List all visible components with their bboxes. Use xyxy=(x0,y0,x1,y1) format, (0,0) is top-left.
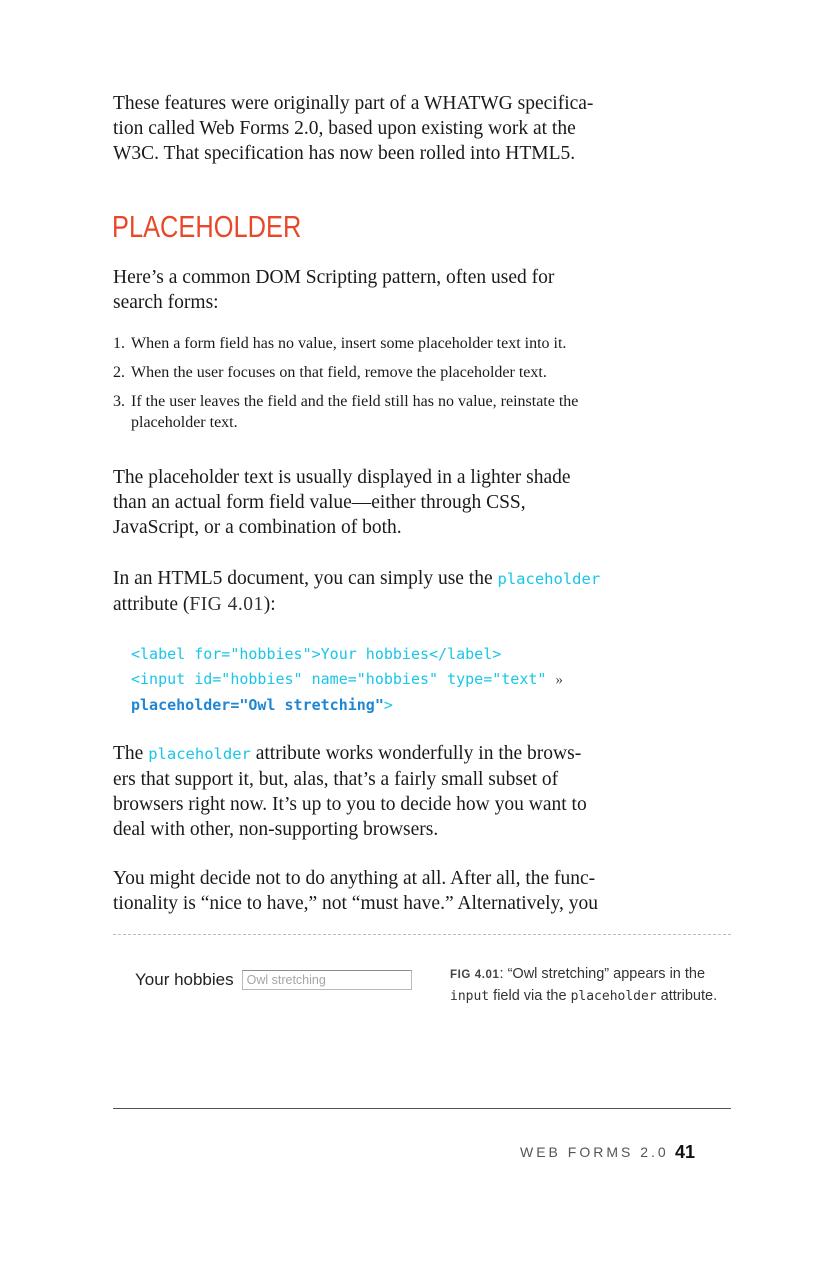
page-number: 41 xyxy=(675,1142,696,1162)
code-line xyxy=(131,693,563,718)
lighter-shade-paragraph xyxy=(113,465,673,540)
paragraph-line: search forms: xyxy=(113,292,219,313)
list-number: 1. xyxy=(113,335,125,352)
list-text: When a form field has no value, insert some placeholder text into it. xyxy=(131,335,567,352)
list-item xyxy=(113,362,673,383)
paragraph-line: The placeholder text is usually displayed in a lighter shade xyxy=(113,467,571,488)
code-line: <label for="hobbies">Your hobbies</label> xyxy=(131,645,502,663)
caption-text: : “Owl stretching” appears in the xyxy=(499,966,706,982)
intro-line: tion called Web Forms 2.0, based upon existing work at the xyxy=(113,118,576,139)
figure-field-label: Your hobbies xyxy=(135,970,234,989)
caption-figure-number: FIG 4.01 xyxy=(450,969,500,981)
list-item xyxy=(113,391,673,433)
code-text-bold: placeholder="Owl stretching" xyxy=(131,696,384,714)
list-number: 2. xyxy=(113,364,125,381)
steps-list xyxy=(113,333,673,441)
paragraph-line: JavaScript, or a combination of both. xyxy=(113,517,402,538)
list-number: 3. xyxy=(113,393,125,410)
figure-4-01 xyxy=(135,970,412,990)
figure-reference: FIG 4.01 xyxy=(189,594,264,615)
paragraph-line: browsers right now. It’s up to you to decide how you want to xyxy=(113,794,587,815)
paragraph-text: ): xyxy=(263,594,276,615)
code-text: <input id="hobbies" name="hobbies" type="text" xyxy=(131,670,547,688)
footer-rule xyxy=(113,1108,731,1109)
caption-code: input xyxy=(450,989,490,1004)
html5-paragraph xyxy=(113,566,673,617)
figure-divider xyxy=(113,934,731,935)
list-item xyxy=(113,333,673,354)
paragraph-text: attribute ( xyxy=(113,594,190,615)
dom-pattern-paragraph xyxy=(113,265,673,315)
code-line xyxy=(131,667,563,693)
figure-placeholder-input: Owl stretching xyxy=(242,970,412,990)
running-head: WEB FORMS 2.0 xyxy=(520,1144,669,1160)
inline-code: placeholder xyxy=(148,745,251,763)
figure-caption xyxy=(450,964,740,1007)
paragraph-line: deal with other, non-supporting browsers. xyxy=(113,819,439,840)
intro-line: These features were originally part of a WHATWG specifica- xyxy=(113,93,594,114)
caption-text: field via the xyxy=(489,988,571,1004)
code-example xyxy=(131,642,563,718)
support-paragraph xyxy=(113,741,673,842)
paragraph-line: ers that support it, but, alas, that’s a fairly small subset of xyxy=(113,769,559,790)
intro-line: W3C. That specification has now been rolled into HTML5. xyxy=(113,143,576,164)
code-text: > xyxy=(383,696,393,714)
paragraph-line: tionality is “nice to have,” not “must have.” Alternatively, you xyxy=(113,893,599,914)
section-heading: PLACEHOLDER xyxy=(112,209,302,244)
paragraph-text: The xyxy=(113,743,149,764)
caption-text: attribute. xyxy=(656,988,718,1004)
paragraph-line: You might decide not to do anything at all. After all, the func- xyxy=(113,868,596,889)
alternative-paragraph xyxy=(113,866,673,916)
caption-code: placeholder xyxy=(570,989,657,1004)
paragraph-line: Here’s a common DOM Scripting pattern, often used for xyxy=(113,267,555,288)
intro-paragraph xyxy=(113,91,673,166)
list-text: When the user focuses on that field, remove the placeholder text. xyxy=(131,364,547,381)
line-continuation-marker: » xyxy=(555,672,563,688)
paragraph-text: attribute works wonderfully in the brows- xyxy=(250,743,582,764)
list-text: If the user leaves the field and the field still has no value, reinstate the xyxy=(131,393,579,410)
inline-code: placeholder xyxy=(497,570,601,588)
paragraph-text: In an HTML5 document, you can simply use the xyxy=(113,568,498,589)
list-text: placeholder text. xyxy=(131,414,238,431)
paragraph-line: than an actual form field value—either through CSS, xyxy=(113,492,526,513)
